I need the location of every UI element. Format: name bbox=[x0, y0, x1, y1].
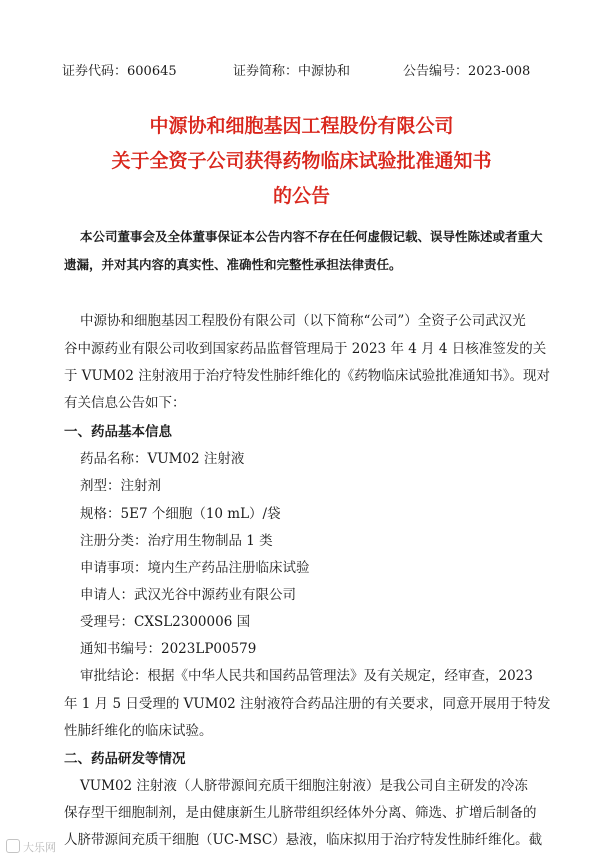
rnd-line-1: VUM02 注射液（人脐带源间充质干细胞注射液）是我公司自主研发的冷冻 bbox=[80, 778, 528, 794]
drug-info-item: 受理号：CXSL2300006 国 bbox=[80, 614, 251, 630]
title-suffix: 的公告 bbox=[272, 185, 330, 207]
announcement-number: 公告编号：2023-008 bbox=[403, 64, 531, 79]
approval-conclusion-line-1: 审批结论：根据《中华人民共和国药品管理法》及有关规定，经审查，2023 bbox=[80, 668, 533, 684]
intro-line-2: 谷中源药业有限公司收到国家药品监督管理局于 2023 年 4 月 4 日核准签发的关 bbox=[64, 341, 547, 357]
stock-code: 证券代码：600645 bbox=[62, 64, 177, 79]
intro-line-3: 于 VUM02 注射液用于治疗特发性肺纤维化的《药物临床试验批准通知书》。现对 bbox=[64, 368, 550, 384]
watermark bbox=[6, 839, 56, 855]
drug-info-item: 申请事项：境内生产药品注册临床试验 bbox=[80, 560, 310, 576]
drug-info-item: 剂型：注射剂 bbox=[80, 478, 161, 494]
board-notice-line-2: 遗漏，并对其内容的真实性、准确性和完整性承担法律责任。 bbox=[64, 257, 402, 272]
title-subject: 关于全资子公司获得药物临床试验批准通知书 bbox=[111, 150, 492, 172]
rnd-line-2: 保存型干细胞制剂，是由健康新生儿脐带组织经体外分离、筛选、扩增后制备的 bbox=[64, 805, 537, 821]
rnd-line-3: 人脐带源间充质干细胞（UC-MSC）悬液，临床拟用于治疗特发性肺纤维化。截 bbox=[64, 832, 543, 848]
drug-info-item: 注册分类：治疗用生物制品 1 类 bbox=[80, 533, 273, 549]
drug-info-item: 申请人：武汉光谷中源药业有限公司 bbox=[80, 587, 296, 603]
approval-conclusion-line-3: 性肺纤维化的临床试验。 bbox=[64, 723, 213, 739]
intro-line-1: 中源协和细胞基因工程股份有限公司（以下简称“公司”）全资子公司武汉光 bbox=[80, 313, 526, 329]
watermark-logo-icon bbox=[6, 839, 20, 853]
board-notice-line-1: 本公司董事会及全体董事保证本公告内容不存在任何虚假记载、误导性陈述或者重大 bbox=[80, 229, 543, 244]
document-header bbox=[0, 60, 603, 80]
drug-info-item: 药品名称：VUM02 注射液 bbox=[80, 451, 245, 467]
section-heading-drug-info: 一、药品基本信息 bbox=[64, 424, 172, 440]
section-heading-rnd: 二、药品研发等情况 bbox=[64, 751, 186, 767]
watermark-text: 大乐网 bbox=[23, 841, 56, 854]
title-company: 中源协和细胞基因工程股份有限公司 bbox=[149, 115, 454, 137]
intro-line-4: 有关信息公告如下： bbox=[64, 395, 186, 411]
approval-conclusion-line-2: 年 1 月 5 日受理的 VUM02 注射液符合药品注册的有关要求，同意开展用于特发 bbox=[64, 696, 551, 712]
drug-info-item: 规格：5E7 个细胞（10 mL）/袋 bbox=[80, 506, 281, 522]
stock-abbreviation: 证券简称：中源协和 bbox=[233, 64, 351, 79]
drug-info-item: 通知书编号：2023LP00579 bbox=[80, 641, 257, 657]
